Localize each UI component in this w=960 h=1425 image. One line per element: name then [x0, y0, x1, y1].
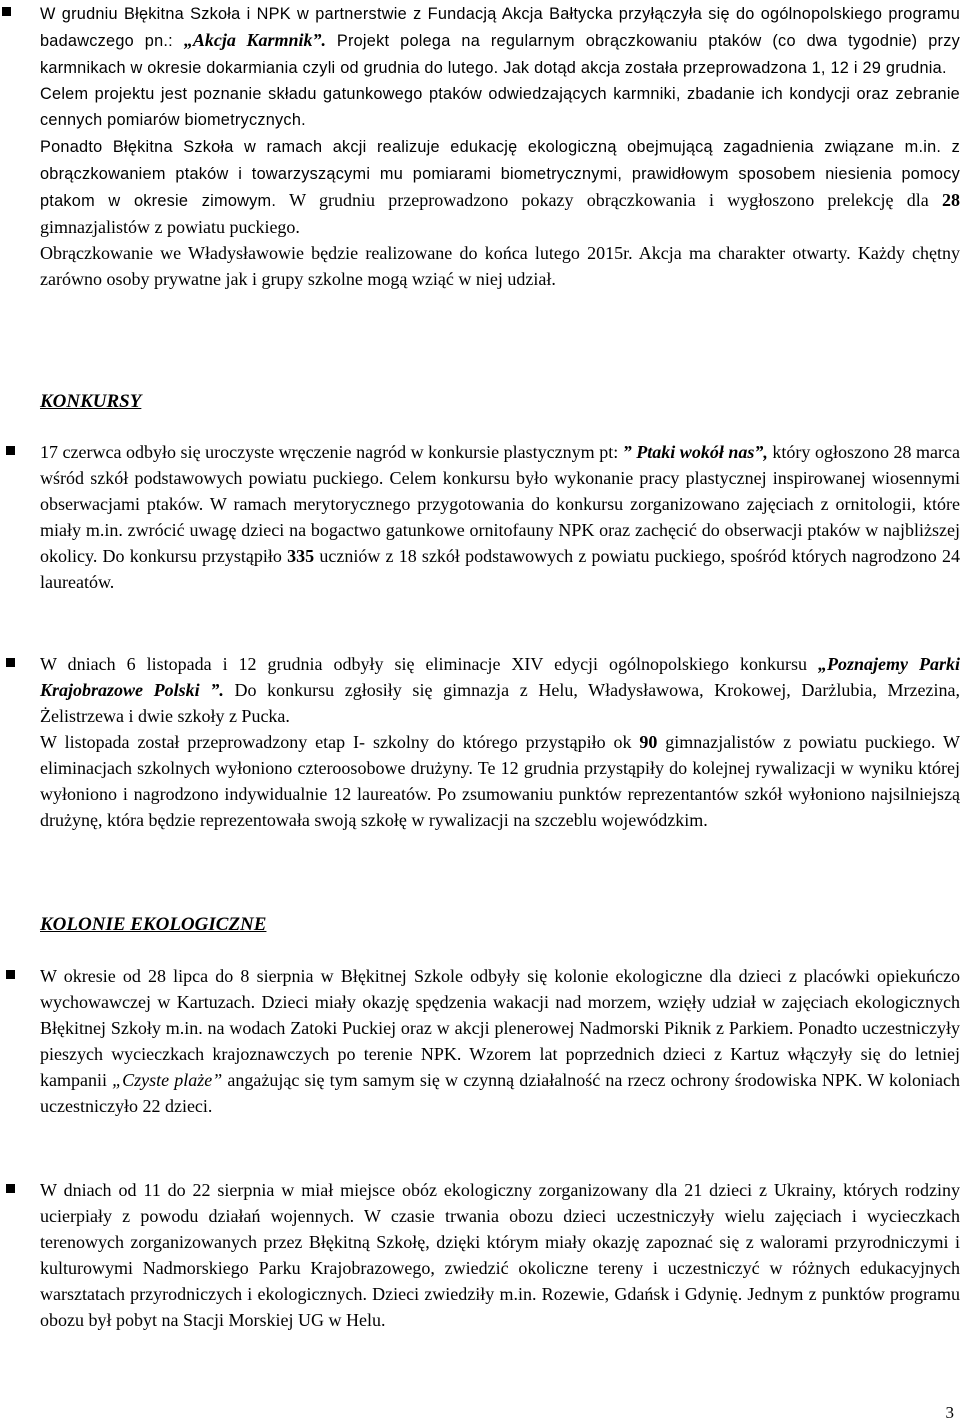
oboz-ukraina-item — [40, 1177, 960, 1333]
bullet-icon — [6, 1184, 15, 1193]
bullet-icon — [6, 658, 15, 667]
konkurs-ptaki-item — [40, 439, 960, 595]
paragraph: 17 czerwca odbyło się uroczyste wręczenie nagród w konkursie plastycznym pt: ” Ptaki wokół nas”, który ogłoszono 28 marca wśród szkół podstawowych powiatu puckiego. Celem konkursu było wykonanie pracy plastycznej inspirowanej wiosennymi obserwacjami ptaków. W ramach merytorycznego przygotowania do konkursu zorganizowano zajęciach z ornitologii, które miały m.in. zwrócić uwagę dzieci na bogactwo gatunkowe ornitofauny NPK oraz zachęcić do obserwacji ptaków w najbliższej okolicy. Do konkursu przystąpiło 335 uczniów z 18 szkół podstawowych z powiatu puckiego, spośród których nagrodzono 24 laureatów. — [40, 442, 960, 592]
page-number: 3 — [945, 1403, 954, 1422]
section-heading-kolonie: KOLONIE EKOLOGICZNE — [40, 914, 267, 935]
akcja-karmnik-section — [40, 0, 960, 292]
bullet-icon — [6, 446, 15, 455]
paragraph: W grudniu Błękitna Szkoła i NPK w partnerstwie z Fundacją Akcja Bałtycka przyłączyła się do ogólnopolskiego programu badawczego pn.: „Akcja Karmnik”. Projekt polega na regularnym obrączkowaniu ptaków (co dwa tygodnie) przy karmnikach w okresie dokarmiania czyli od grudnia do lutego. Jak dotąd akcja została przeprowadzona 1, 12 i 29 grudnia. — [40, 5, 960, 77]
bullet-icon — [6, 970, 15, 979]
paragraph: W dniach od 11 do 22 sierpnia w miał miejsce obóz ekologiczny zorganizowany dla 21 dzieci z Ukrainy, których rodziny ucierpiały z powodu działań wojennych. W czasie trwania obozu dzieci uczestniczyły wielu zajęciach i wycieczkach terenowych zorganizowanych przez Błękitną Szkołę, dzięki którym miały okazję zapoznać się z walorami przyrodniczymi i kulturowymi Nadmorskiego Parku Krajobrazowego, zwiedzić okoliczne tereny i uczestniczyć w różnych edukacyjnych warsztatach przyrodniczych i ekologicznych. Dzieci zwiedziły m.in. Rozewie, Gdańsk i Gdynię. Jednym z punktów programu obozu był pobyt na Stacji Morskiej UG w Helu. — [40, 1180, 960, 1330]
section-heading-konkursy: KONKURSY — [40, 391, 142, 412]
kolonie-kartuzy-item — [40, 963, 960, 1119]
konkurs-parki-item — [40, 651, 960, 833]
paragraph: Celem projektu jest poznanie składu gatunkowego ptaków odwiedzających karmniki, zbadanie ich kondycji oraz zebranie cennych pomiarów biometrycznych. — [40, 85, 960, 129]
bullet-icon — [2, 7, 11, 16]
paragraph: W listopada został przeprowadzony etap I- szkolny do którego przystąpiło ok 90 gimnazjalistów z powiatu puckiego. W eliminacjach szkolnych wyłoniono czteroosobowe drużyny. Te 12 grudnia przystąpiły do kolejnej rywalizacji w wyniku której wyłoniono i nagrodzono indywidualnie 12 laureatów. Po zsumowaniu punktów reprezentantów szkół wyłoniono najsilniejszą drużynę, która będzie reprezentowała swoją szkołę w rywalizacji na szczeblu wojewódzkim. — [40, 732, 960, 830]
paragraph: W okresie od 28 lipca do 8 sierpnia w Błękitnej Szkole odbyły się kolonie ekologiczne dla dzieci z placówki opiekuńczo wychowawczej w Kartuzach. Dzieci miały okazję spędzenia wakacji nad morzem, wzięły udział w zajęciach ekologicznych Błękitnej Szkoły m.in. na wodach Zatoki Puckiej oraz w akcji plenerowej Nadmorski Piknik z Parkiem. Ponadto uczestniczyły pieszych wycieczkach krajoznawczych po terenie NPK. Wzorem lat poprzednich dzieci z Kartuz włączyły się do letniej kampanii „Czyste plaże” angażując się tym samym się w czynną działalność na rzecz ochrony środowiska NPK. W koloniach uczestniczyło 22 dzieci. — [40, 966, 960, 1116]
paragraph: Obrączkowanie we Władysławowie będzie realizowane do końca lutego 2015r. Akcja ma charakter otwarty. Każdy chętny zarówno osoby prywatne jak i grupy szkolne mogą wziąć w niej udział. — [40, 243, 960, 289]
paragraph: W dniach 6 listopada i 12 grudnia odbyły się eliminacje XIV edycji ogólnopolskiego konkursu „Poznajemy Parki Krajobrazowe Polski ”. Do konkursu zgłosiły się gimnazja z Helu, Władysławowa, Krokowej, Darżlubia, Mrzezina, Żelistrzewa i dwie szkoły z Pucka. — [40, 654, 960, 726]
paragraph: Ponadto Błękitna Szkoła w ramach akcji realizuje edukację ekologiczną obejmującą zagadnienia związane m.in. z obrączkowaniem ptaków i towarzyszącymi mu pomiarami biometrycznymi, prawidłowym sposobem niesienia pomocy ptakom w okresie zimowym. W grudniu przeprowadzono pokazy obrączkowania i wygłoszono prelekcję dla 28 gimnazjalistów z powiatu puckiego. — [40, 138, 960, 237]
